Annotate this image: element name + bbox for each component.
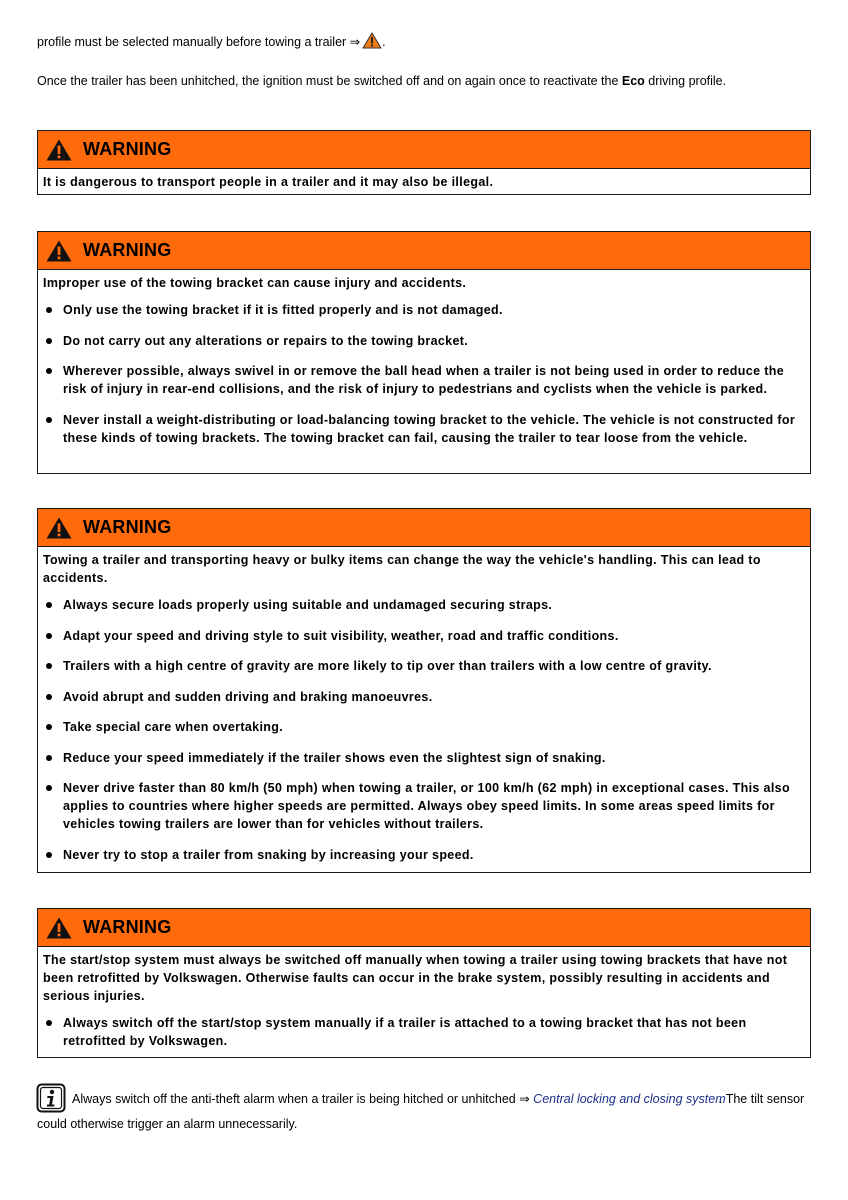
bullet-icon bbox=[46, 755, 52, 761]
list-item-text: Do not carry out any alterations or repairs to the towing bracket. bbox=[63, 333, 469, 348]
list-item-text: Trailers with a high centre of gravity are more likely to tip over than trailers with a low centre of gravity. bbox=[63, 659, 712, 673]
bullet-icon bbox=[46, 307, 52, 313]
intro-line-1 bbox=[37, 32, 386, 51]
note-continuation-2: could otherwise trigger an alarm unnecessarily. bbox=[37, 1117, 298, 1131]
note-continuation: . The tilt sensor bbox=[719, 1092, 805, 1106]
bullet-icon bbox=[46, 368, 52, 374]
warning-header bbox=[38, 232, 810, 270]
list-item bbox=[43, 749, 804, 767]
list-item bbox=[43, 596, 804, 614]
bullet-icon bbox=[46, 663, 52, 669]
bullet-icon bbox=[46, 785, 52, 791]
list-item bbox=[43, 688, 804, 706]
list-item bbox=[43, 627, 804, 645]
list-item-text: Reduce your speed immediately if the trailer shows even the slightest sign of snaking. bbox=[63, 750, 606, 765]
warning-box-2 bbox=[37, 231, 811, 474]
warning-intro: Improper use of the towing bracket can cause injury and accidents. bbox=[43, 276, 467, 290]
list-item-text: Always switch off the start/stop system manually if a trailer is attached to a towing bracket that has not been retrofitted by Volkswagen. bbox=[63, 1016, 747, 1048]
list-item bbox=[43, 411, 804, 447]
warning-title: WARNING bbox=[83, 517, 172, 537]
list-item-text: Wherever possible, always swivel in or remove the ball head when a trailer is not being used in order to reduce the risk of injury in rear-end collisions, and the risk of injury to pedestrians and cyclists when the vehicle is parked. bbox=[63, 364, 784, 396]
warning-triangle-icon bbox=[45, 239, 73, 263]
warning-triangle-icon bbox=[45, 138, 73, 162]
bullet-icon bbox=[46, 1020, 52, 1026]
warning-intro: Towing a trailer and transporting heavy or bulky items can change the way the vehicle's handling. This can lead to accidents. bbox=[43, 553, 761, 585]
list-item bbox=[43, 1014, 804, 1050]
intro-line-1-end: . bbox=[382, 35, 386, 49]
list-item-text: Never install a weight-distributing or load-balancing towing bracket to the vehicle. The vehicle is not constructed for these kinds of towing brackets. The towing bracket can fail, causing the trailer to tear loose from the vehicle. bbox=[63, 412, 796, 445]
list-item-text: Adapt your speed and driving style to suit visibility, weather, road and traffic conditions. bbox=[63, 628, 619, 643]
warning-body bbox=[38, 947, 810, 1056]
warning-triangle-icon bbox=[45, 916, 73, 940]
warning-title: WARNING bbox=[83, 240, 172, 260]
list-item-text: Take special care when overtaking. bbox=[63, 720, 284, 734]
intro-line-2-post: driving profile. bbox=[644, 74, 727, 88]
intro-line-2 bbox=[37, 72, 726, 90]
note-line-1 bbox=[72, 1090, 812, 1108]
warning-triangle-icon bbox=[45, 516, 73, 540]
note-line-2 bbox=[37, 1115, 297, 1133]
warning-triangle-icon bbox=[362, 32, 382, 49]
bullet-icon bbox=[46, 852, 52, 858]
warning-box-4 bbox=[37, 908, 811, 1058]
list-item bbox=[43, 657, 804, 675]
list-item-text: Only use the towing bracket if it is fitted properly and is not damaged. bbox=[63, 303, 503, 317]
bullet-icon bbox=[46, 724, 52, 730]
warning-header bbox=[38, 909, 810, 947]
list-item bbox=[43, 362, 804, 398]
note-text: Always switch off the anti-theft alarm when a trailer is being hitched or unhitched ⇒ bbox=[72, 1092, 534, 1106]
list-item bbox=[43, 301, 804, 319]
bullet-icon bbox=[46, 633, 52, 639]
list-item-text: Avoid abrupt and sudden driving and braking manoeuvres. bbox=[63, 689, 433, 704]
bullet-icon bbox=[46, 417, 52, 423]
warning-list bbox=[43, 1014, 804, 1050]
intro-line-2-pre: Once the trailer has been unhitched, the ignition must be switched off and on again once to reactivate the bbox=[37, 74, 622, 88]
warning-title: WARNING bbox=[83, 139, 172, 159]
list-item-text: Never try to stop a trailer from snaking by increasing your speed. bbox=[63, 847, 474, 862]
warning-box-1 bbox=[37, 130, 811, 195]
list-item bbox=[43, 718, 804, 736]
warning-body bbox=[38, 270, 810, 453]
bullet-icon bbox=[46, 338, 52, 344]
warning-list bbox=[43, 301, 804, 447]
list-item bbox=[43, 779, 804, 833]
intro-line-1-text: profile must be selected manually before towing a trailer ⇒ bbox=[37, 35, 361, 49]
list-item-text: Never drive faster than 80 km/h (50 mph) when towing a trailer, or 100 km/h (62 mph) in exceptional cases. This also applies to countries where higher speeds are permitted. Always obey speed limits. In some areas speed limits for vehicles towing trailers are lower than for vehicles without trailers. bbox=[63, 781, 790, 831]
warning-intro: It is dangerous to transport people in a trailer and it may also be illegal. bbox=[43, 175, 494, 189]
list-item bbox=[43, 332, 804, 350]
bullet-icon bbox=[46, 694, 52, 700]
bullet-icon bbox=[46, 602, 52, 608]
warning-body bbox=[38, 169, 810, 197]
warning-box-3 bbox=[37, 508, 811, 873]
warning-intro: The start/stop system must always be switched off manually when towing a trailer using towing brackets that have not been retrofitted by Volkswagen. Otherwise faults can occur in the brake system, possibly resulting in accidents and serious injuries. bbox=[43, 953, 788, 1003]
note-line-1-end bbox=[719, 1090, 804, 1108]
warning-header bbox=[38, 131, 810, 169]
info-icon bbox=[36, 1083, 66, 1113]
warning-list bbox=[43, 596, 804, 864]
list-item-text: Always secure loads properly using suitable and undamaged securing straps. bbox=[63, 598, 553, 612]
eco-label: Eco bbox=[621, 74, 645, 88]
warning-body bbox=[38, 547, 810, 870]
central-locking-link[interactable]: Central locking and closing system bbox=[533, 1092, 726, 1106]
warning-header bbox=[38, 509, 810, 547]
warning-title: WARNING bbox=[83, 917, 172, 937]
list-item bbox=[43, 846, 804, 864]
